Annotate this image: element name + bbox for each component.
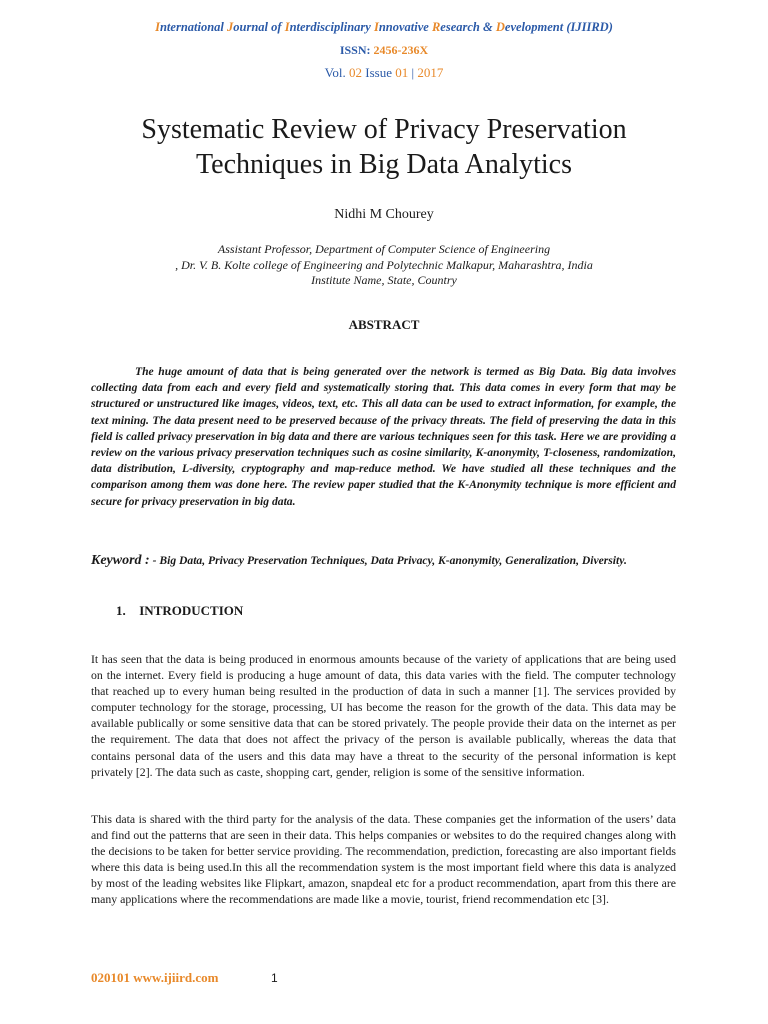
intro-paragraph-2: This data is shared with the third party for the analysis of the data. These companies get the information of the users’ data and find out the patterns that are seen in their data. This helps companies or websites to do the required changes along with the decisions to be taken for better service providing. The recommendation, prediction, forecasting are also important fields where this data is being used.In this all the recommendation system is the most important field where this data is analyzed by most of the leading websites like Flipkart, amazon, snapdeal etc for a product recommendation, apart from this there are many applications where the recommendations are made like a movie, tourist, friend recommendation etc [3]. — [91, 812, 676, 907]
keyword-label: Keyword : — [91, 553, 150, 568]
keywords — [91, 553, 691, 569]
separator: | — [408, 65, 418, 80]
issn-label: ISSN: — [339, 43, 374, 57]
journal-initial: I — [155, 20, 160, 34]
journal-name-part: nternational — [159, 20, 228, 34]
journal-name — [0, 18, 768, 36]
issue-number: 01 — [395, 65, 409, 80]
footer-website: 020101 www.ijiird.com — [91, 970, 219, 985]
abstract-heading: ABSTRACT — [348, 317, 420, 332]
journal-initial: I — [373, 20, 379, 34]
vol-label: Vol. — [324, 65, 349, 80]
journal-initial: I — [284, 20, 290, 34]
journal-name-part: nterdisciplinary — [289, 20, 374, 34]
affiliation — [0, 242, 768, 289]
section-title: INTRODUCTION — [139, 603, 244, 618]
vol-number: 02 — [349, 65, 362, 80]
abstract-text: The huge amount of data that is being generated over the network is termed as Big Data. Big data involves collecting data from each and every field and systematically storing that. This data comes in every form that may be structured or unstructured like images, videos, text, etc. This all data can be used to extract information, for example, the text mining. The data present need to be preserved because of the privacy threats. The field of preserving the data in this field is called privacy preservation in big data and there are various techniques seen for this task. Here we are providing a review on the various privacy preservation techniques such as cosine similarity, K-anonymity, T-closeness, randomization, data distribution, L-diversity, cryptography and map-reduce method. We have studied all these techniques and the comparison among them was done here. The review paper studied that the K-Anonymity technique is more efficient and secure for privacy preservation in big data. — [91, 365, 676, 508]
journal-name-part: ournal of — [233, 20, 285, 34]
affiliation-line-1: Assistant Professor, Department of Computer Science of Engineering — [217, 242, 551, 256]
title-line-2: Techniques in Big Data Analytics — [196, 149, 572, 180]
journal-initial: D — [495, 20, 505, 34]
title-line-1: Systematic Review of Privacy Preservation — [141, 114, 627, 145]
author-name: Nidhi M Chourey — [334, 207, 434, 222]
issue-label: Issue — [362, 65, 396, 80]
journal-initial: R — [431, 20, 441, 34]
journal-initial: J — [227, 20, 234, 34]
journal-name-part: evelopment (IJIIRD) — [504, 20, 613, 34]
affiliation-line-2: , Dr. V. B. Kolte college of Engineering and Polytechnic Malkapur, Maharashtra, India — [175, 257, 593, 272]
volume-line — [0, 64, 768, 82]
page-number: 1 — [271, 971, 278, 985]
keyword-list: - Big Data, Privacy Preservation Techniques, Data Privacy, K-anonymity, Generalization, Diversity. — [149, 554, 627, 567]
section-heading — [116, 603, 243, 619]
year: 2017 — [417, 65, 444, 80]
section-number: 1. — [116, 603, 126, 618]
issn-line — [0, 42, 768, 58]
journal-header — [0, 18, 768, 82]
journal-name-part: esearch & — [440, 20, 496, 34]
paper-title — [60, 112, 708, 182]
journal-name-part: nnovative — [378, 20, 432, 34]
affiliation-line-3: Institute Name, State, Country — [311, 273, 457, 287]
issn-value: 2456-236X — [373, 43, 429, 57]
intro-paragraph-1: It has seen that the data is being produced in enormous amounts because of the variety of applications that are being used on the internet. Every field is producing a huge amount of data, this data varies with the field. The computer technology that reached up to every human being resulted in the production of data in such a manner [1]. The services provided by computer technology for the storage, processing, UI has become the reason for the growth of the data. This data may be available publically or some sensitive data that can be stored privately. The people provide their data on the internet as per the requirement. The data that does not affect the privacy of the person is available publically, whereas the data that contains personal data of the users and this data may have a threat to the security of the personal information is kept privately [2]. The data such as caste, shopping cart, gender, religion is some of the sensitive information. — [91, 652, 676, 779]
